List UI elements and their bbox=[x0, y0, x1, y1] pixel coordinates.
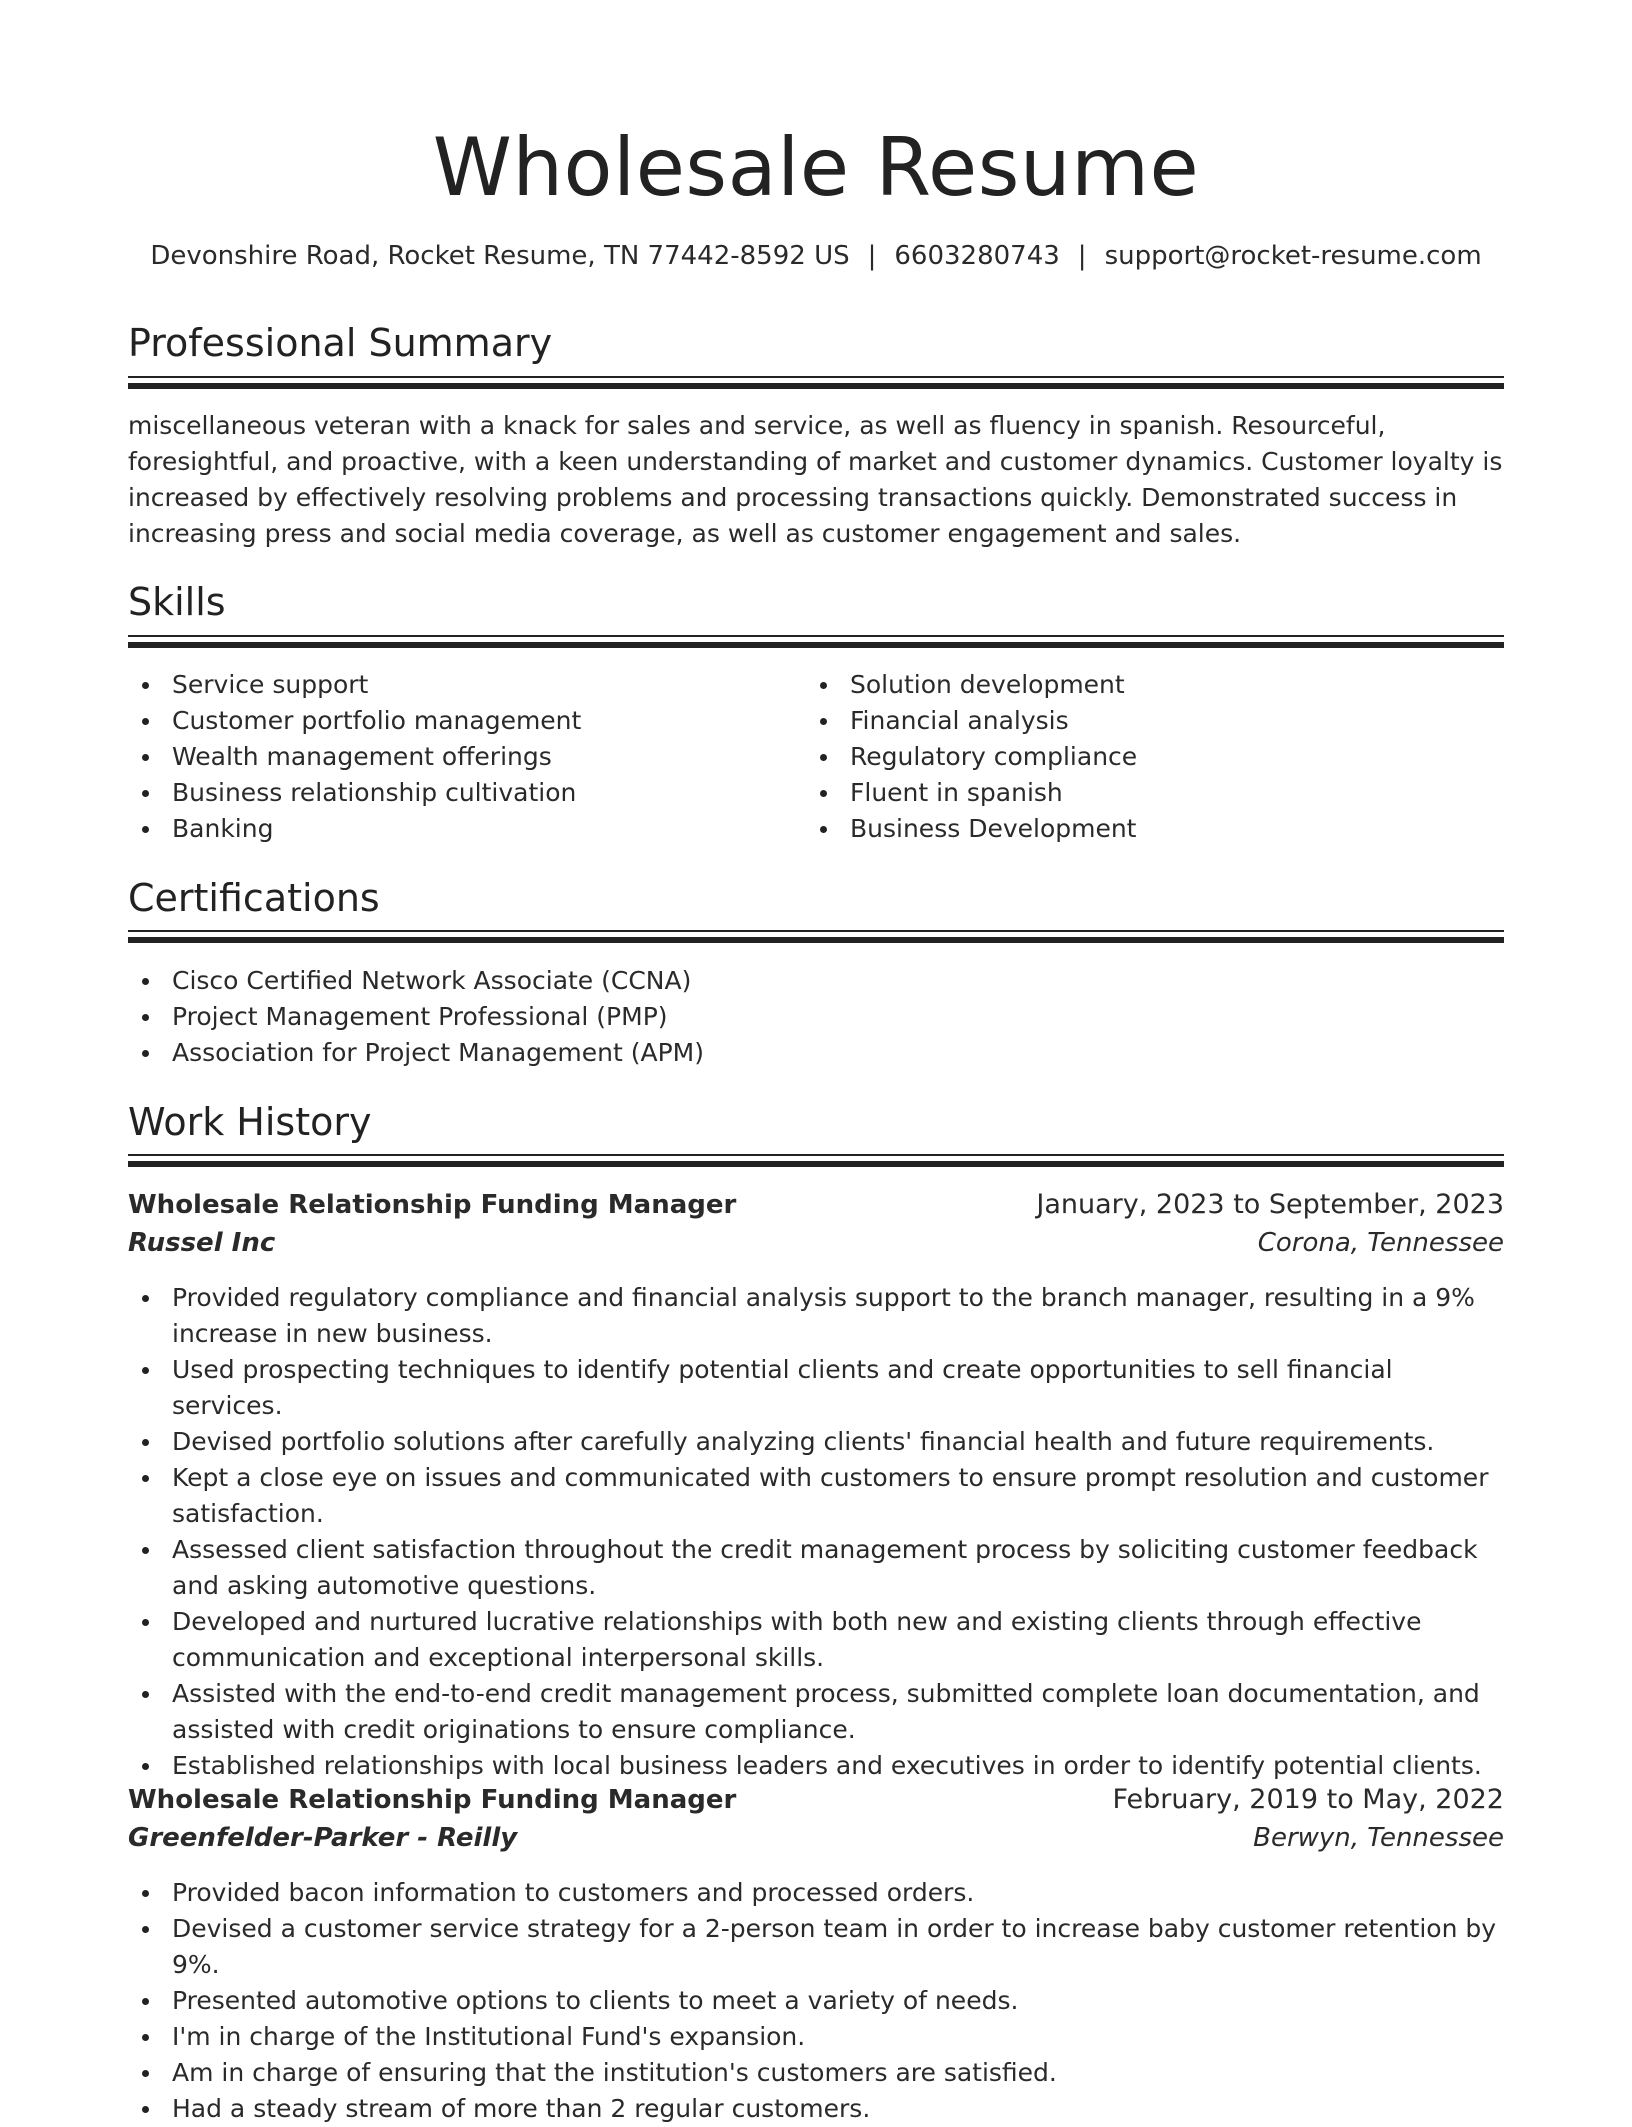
job-bullet: Had a steady stream of more than 2 regular customers. bbox=[128, 2091, 1504, 2127]
job-bullet: Assisted with the end-to-end credit management process, submitted complete loan documentation, and assisted with credit originations to ensure compliance. bbox=[128, 1676, 1504, 1748]
job-bullet: Used prospecting techniques to identify potential clients and create opportunities to sell financial services. bbox=[128, 1352, 1504, 1424]
job-bullet: Assessed client satisfaction throughout the credit management process by soliciting customer feedback and asking automotive questions. bbox=[128, 1532, 1504, 1604]
job-dates: February, 2019 to May, 2022 bbox=[1112, 1784, 1504, 1815]
section-divider bbox=[128, 635, 1504, 648]
job-bullet: I'm in charge of the Institutional Fund's expansion. bbox=[128, 2019, 1504, 2055]
section-divider bbox=[128, 376, 1504, 389]
job-location: Corona, Tennessee bbox=[1257, 1228, 1504, 1258]
skills-column-left bbox=[128, 667, 798, 847]
skill-item: Fluent in spanish bbox=[806, 775, 1504, 811]
skill-item: Customer portfolio management bbox=[128, 703, 798, 739]
job-bullet: Devised portfolio solutions after carefully analyzing clients' financial health and future requirements. bbox=[128, 1424, 1504, 1460]
job-bullet: Am in charge of ensuring that the institution's customers are satisfied. bbox=[128, 2055, 1504, 2091]
job-title: Wholesale Relationship Funding Manager bbox=[128, 1785, 737, 1815]
section-divider bbox=[128, 1154, 1504, 1167]
contact-email: support@rocket-resume.com bbox=[1104, 241, 1482, 271]
job-location: Berwyn, Tennessee bbox=[1253, 1823, 1504, 1853]
skills-column-right bbox=[806, 667, 1504, 847]
job-bullet: Provided regulatory compliance and financial analysis support to the branch manager, resulting in a 9% increase in new business. bbox=[128, 1280, 1504, 1352]
skill-item: Financial analysis bbox=[806, 703, 1504, 739]
job-bullet: Kept a close eye on issues and communicated with customers to ensure prompt resolution and customer satisfaction. bbox=[128, 1460, 1504, 1532]
job-bullet: Devised a customer service strategy for a 2-person team in order to increase baby customer retention by 9%. bbox=[128, 1911, 1504, 1983]
certification-item: Association for Project Management (APM) bbox=[128, 1035, 1504, 1071]
contact-phone: 6603280743 bbox=[894, 241, 1060, 271]
resume-name: Wholesale Resume bbox=[432, 121, 1200, 214]
summary-text: miscellaneous veteran with a knack for sales and service, as well as fluency in spanish. Resourceful, foresightful, and proactive, with a keen understanding of market and customer dynamics. Customer loyalty is increased by effectively resolving problems and processing transactions quickly. Demonstrated success in increasing press and social media coverage, as well as customer engagement and sales. bbox=[128, 411, 1503, 548]
job-bullets bbox=[128, 1875, 1504, 2127]
job-company: Russel Inc bbox=[128, 1228, 276, 1258]
job-title: Wholesale Relationship Funding Manager bbox=[128, 1190, 737, 1220]
section-divider bbox=[128, 930, 1504, 943]
skill-item: Wealth management offerings bbox=[128, 739, 798, 775]
section-title-summary: Professional Summary bbox=[128, 321, 553, 365]
skill-item: Banking bbox=[128, 811, 798, 847]
job-bullet: Developed and nurtured lucrative relationships with both new and existing clients through effective communication and exceptional interpersonal skills. bbox=[128, 1604, 1504, 1676]
certification-item: Project Management Professional (PMP) bbox=[128, 999, 1504, 1035]
job-bullet: Presented automotive options to clients to meet a variety of needs. bbox=[128, 1983, 1504, 2019]
contact-line bbox=[128, 238, 1504, 274]
job-bullets bbox=[128, 1280, 1504, 1784]
skill-item: Regulatory compliance bbox=[806, 739, 1504, 775]
contact-address: Devonshire Road, Rocket Resume, TN 77442-8592 US bbox=[150, 241, 850, 271]
section-title-skills: Skills bbox=[128, 580, 226, 624]
skill-item: Service support bbox=[128, 667, 798, 703]
section-title-certifications: Certifications bbox=[128, 876, 380, 920]
contact-separator: | bbox=[867, 241, 877, 271]
skill-item: Business Development bbox=[806, 811, 1504, 847]
job-header bbox=[128, 1186, 1504, 1262]
certification-item: Cisco Certified Network Associate (CCNA) bbox=[128, 963, 1504, 999]
job-dates: January, 2023 to September, 2023 bbox=[1036, 1189, 1504, 1220]
job-company: Greenfelder-Parker - Reilly bbox=[128, 1823, 518, 1853]
job-bullet: Established relationships with local business leaders and executives in order to identify potential clients. bbox=[128, 1748, 1504, 1784]
job-header bbox=[128, 1781, 1504, 1857]
skill-item: Business relationship cultivation bbox=[128, 775, 798, 811]
skill-item: Solution development bbox=[806, 667, 1504, 703]
job-bullet: Provided bacon information to customers and processed orders. bbox=[128, 1875, 1504, 1911]
contact-separator: | bbox=[1077, 241, 1087, 271]
section-title-work-history: Work History bbox=[128, 1100, 372, 1144]
certifications-list bbox=[128, 963, 1504, 1071]
